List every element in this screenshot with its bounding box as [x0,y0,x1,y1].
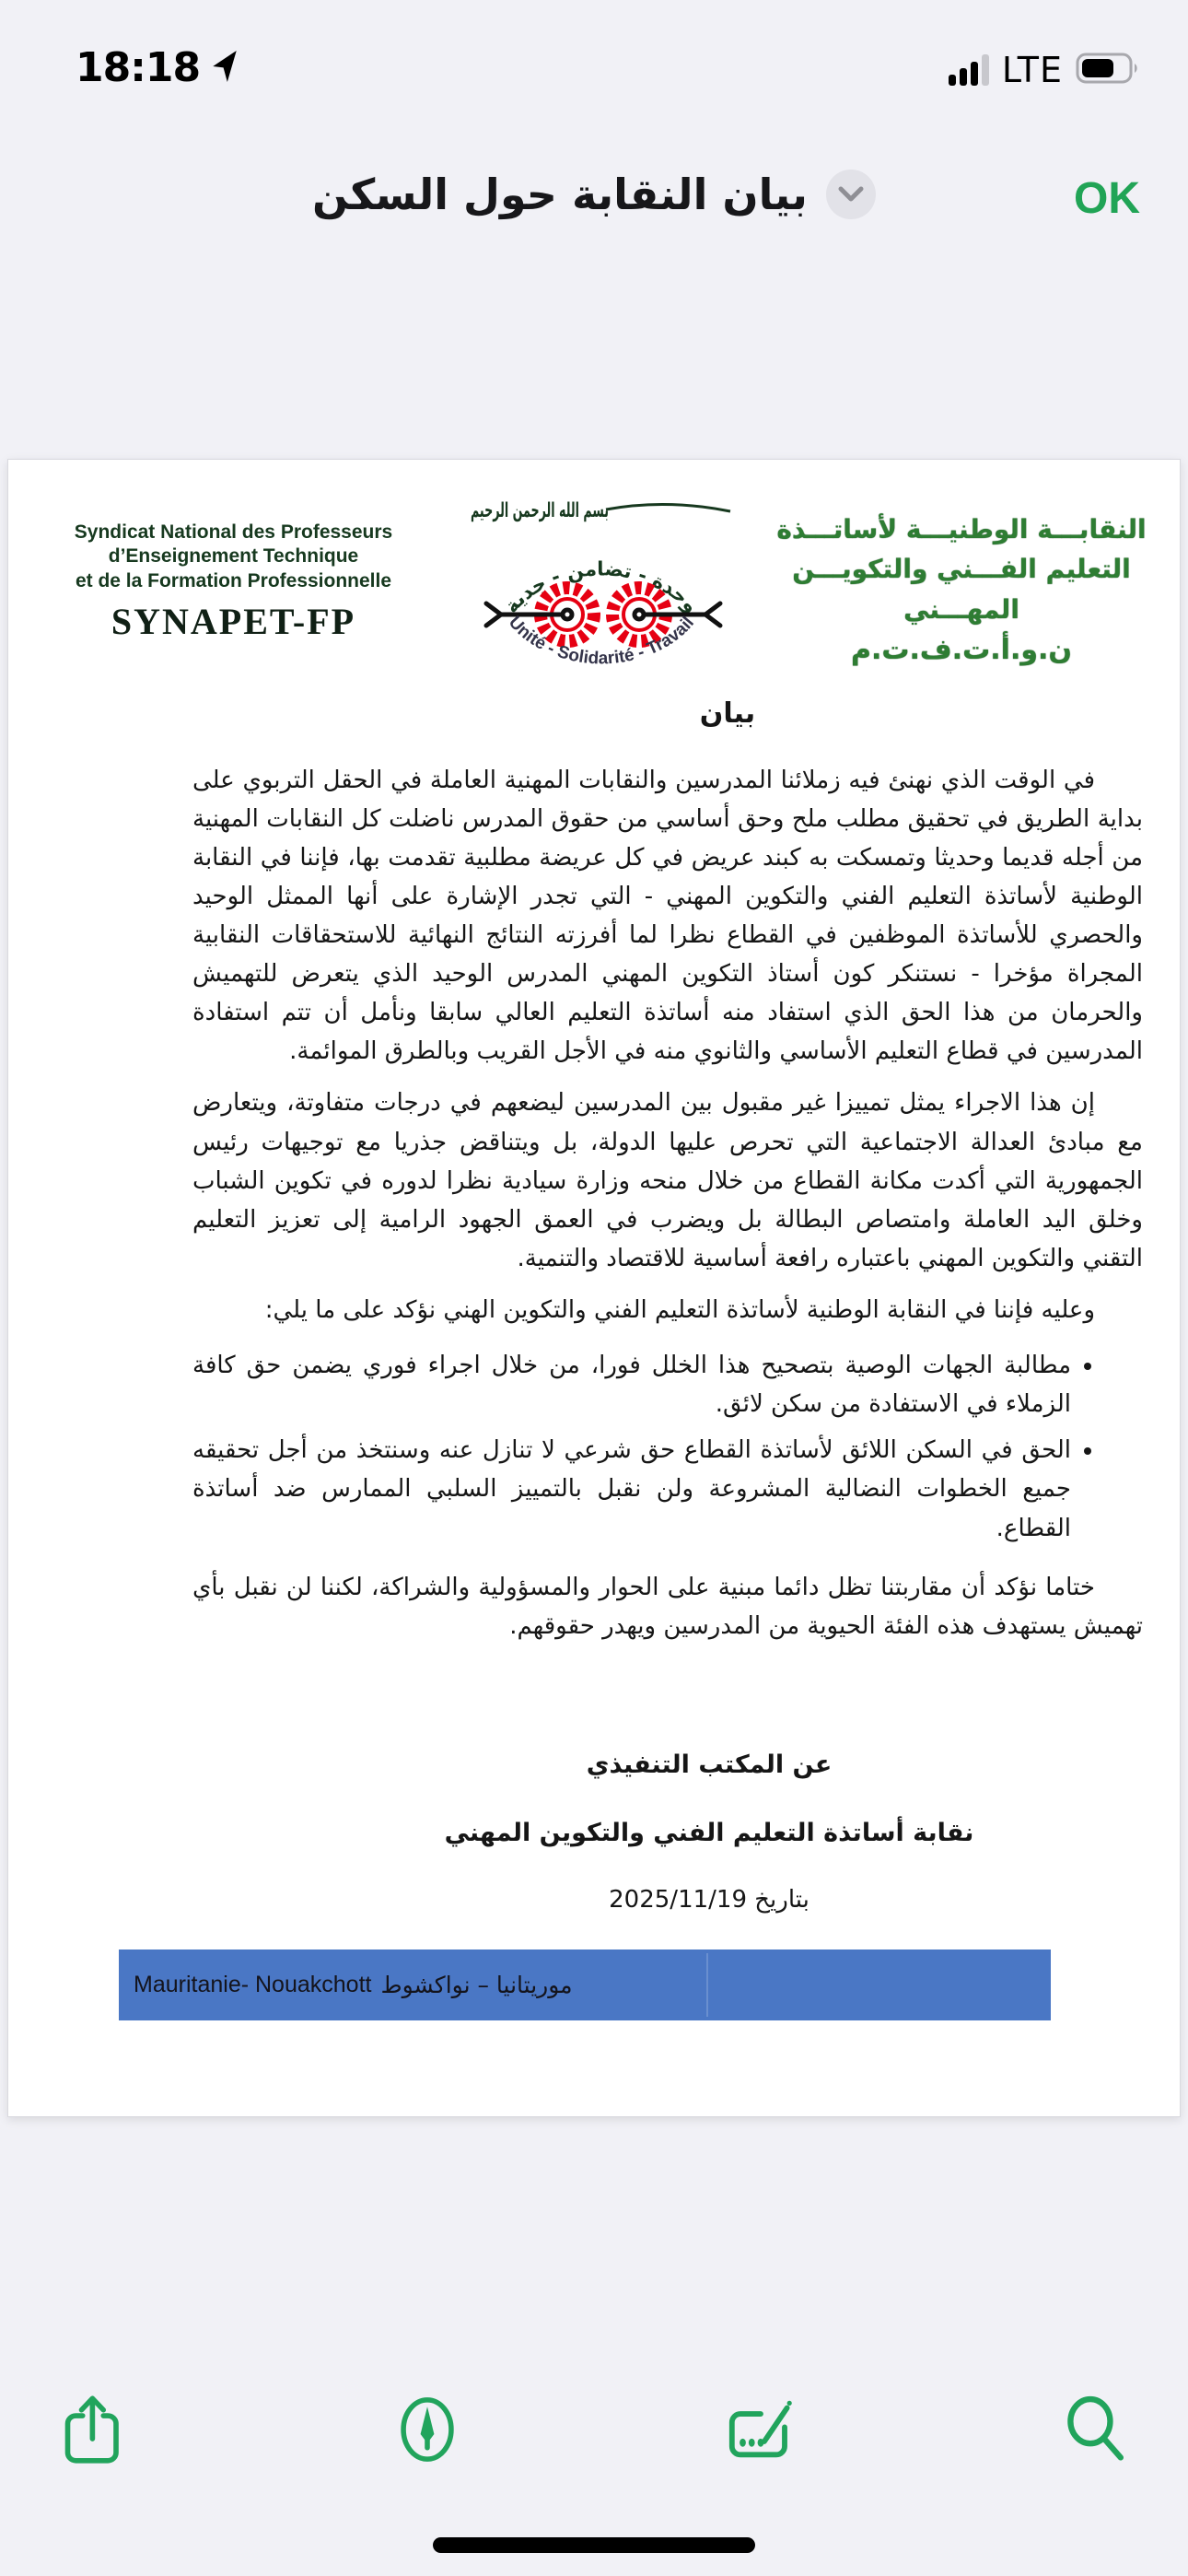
org-name-french [29,486,438,661]
battery-icon [1076,52,1144,88]
edit-compose-icon[interactable] [723,2387,798,2472]
paragraph-1: في الوقت الذي نهنئ فيه زملائنا المدرسين والنقابات المهنية العاملة في الحقل التربوي على بداية الطريق في تحقيق مطلب ملح وحق أساسي من حقوق المدرس ناضلت كل النقابات المهنية من أجله قديما وحديثا وتمسكت به كبند عريض في كل عريضة مطلبية تقدمت بها، فإننا في النقابة الوطنية لأساتذة التعليم الفني والتكوين المهني - التي تجدر الإشارة على أنها الممثل الوحيد والحصري للأساتذة الموظفين في القطاع نظرا لما أفرزته النتائج النهائية للاستحقاقات النقابية المجراة مؤخرا - نستنكر كون أستاذ التكوين المهني المدرس الوحيد الذي يتعرض للتهميش والحرمان من هذا الحق الذي استفاد منه أساتذة التعليم العالي سابقا ونأمل أن تتم استفادة المدرسين في قطاع التعليم الأساسي والثانوي منه في الأجل القريب وبالطرق الموائمة. [192,766,1143,1066]
org-ar-line2: التعليم الفـــني والتكويـــن المهـــني [792,554,1131,625]
org-ar-line1: النقابـــة الوطنيـــة لأساتـــذة [776,514,1147,544]
footer-location-banner [119,1950,1051,2020]
signature-date: بتاريخ 2025/11/19 [609,1886,809,1914]
network-type-label: LTE [1001,50,1063,90]
document-title: بيان النقابة حول السكن [312,170,808,219]
footer-location-latin: Mauritanie- Nouakchott [134,1972,372,1997]
org-ar-acronym: ن.و.أ.ت.ف.ت.م [850,634,1073,667]
ok-button[interactable]: OK [1074,174,1140,223]
banner-cell-divider [706,1953,708,2017]
clock: 18:18 [76,44,201,91]
title-bar [0,157,1188,267]
list-item: • الحق في السكن اللائق لأساتذة القطاع حق شرعي لا تنازل عنه وسنتخذ من أجل تحقيقه جميع الخطوات النضالية المشروعة ولن نقبل بالتمييز السلبي الممارس ضد أساتذة القطاع. [192,1431,1071,1547]
share-icon[interactable] [55,2387,131,2472]
bismillah-text: بسم الله الرحمن الرحيم [470,499,609,522]
org-fr-line1: Syndicat National des Professeurs [74,521,393,543]
statement-title: بيان [699,697,756,730]
cellular-signal-icon [949,54,989,86]
footer-location-arabic: موريتانيا – نواكشوط [380,1972,573,1998]
org-acronym: SYNAPET-FP [111,600,356,642]
statement-body [192,692,1143,1919]
letterhead [29,486,1159,669]
annotate-pen-icon[interactable] [390,2387,465,2472]
org-name-arabic [763,486,1159,667]
signature-line1: عن المكتب التنفيذي [586,1750,833,1779]
search-icon[interactable] [1057,2387,1133,2472]
list-item: • مطالبة الجهات الوصية بتصحيح هذا الخلل فورا، من خلال اجراء فوري يضمن حق كافة الزملاء في الاستفادة من سكن لائق. [192,1346,1071,1423]
signature-block [275,1745,1143,1920]
location-arrow-icon [209,48,240,88]
home-indicator[interactable] [433,2537,755,2553]
logo-arc-top-text: وحدة - تضامن - جدية [499,557,703,617]
status-bar [0,0,1188,129]
bottom-toolbar [0,2370,1188,2489]
org-fr-line2: d’Enseignement Technique [108,545,359,568]
paragraph-2: إن هذا الاجراء يمثل تمييزا غير مقبول بين المدرسين ليضعهم في درجات متفاوتة، ويتعارض مع مبادئ العدالة الاجتماعية التي تحرص عليها الدولة، بل ويتناقض جذريا مع توجيهات رئيس الجمهورية التي أكدت مكانة القطاع من خلال منحه وزارة سيادية نظرا لدوره في تكوين الشباب وخلق اليد العاملة وامتصاص البطالة بل ويضرب في العمق الجهود الرامية إلى تعزيز التعليم التقني والتكوين المهني باعتباره رافعة أساسية للاقتصاد والتنمية. [192,1089,1143,1272]
title-chevron-down-icon[interactable] [826,170,876,219]
document-page[interactable] [7,459,1181,2117]
union-logo [459,486,744,696]
logo-arc-bottom-text: Unité - Solidarité - Travail [504,613,698,669]
demands-list [192,1346,1143,1548]
svg-text:وحدة - تضامن - جدية [500,557,703,617]
org-fr-line3: et de la Formation Professionnelle [75,569,392,591]
closing-paragraph: ختاما نؤكد أن مقاربتنا تظل دائما مبنية على الحوار والمسؤولية والشراكة، لكننا لن نقبل بأي تهميش يستهدف هذه الفئة الحيوية من المدرسين ويهدر حقوقهم. [192,1573,1143,1640]
signature-line2: نقابة أساتذة التعليم الفني والتكوين المهني [444,1818,974,1847]
lead-in-line: وعليه فإننا في النقابة الوطنية لأساتذة التعليم الفني والتكوين الهني نؤكد على ما يلي: [264,1296,1095,1325]
